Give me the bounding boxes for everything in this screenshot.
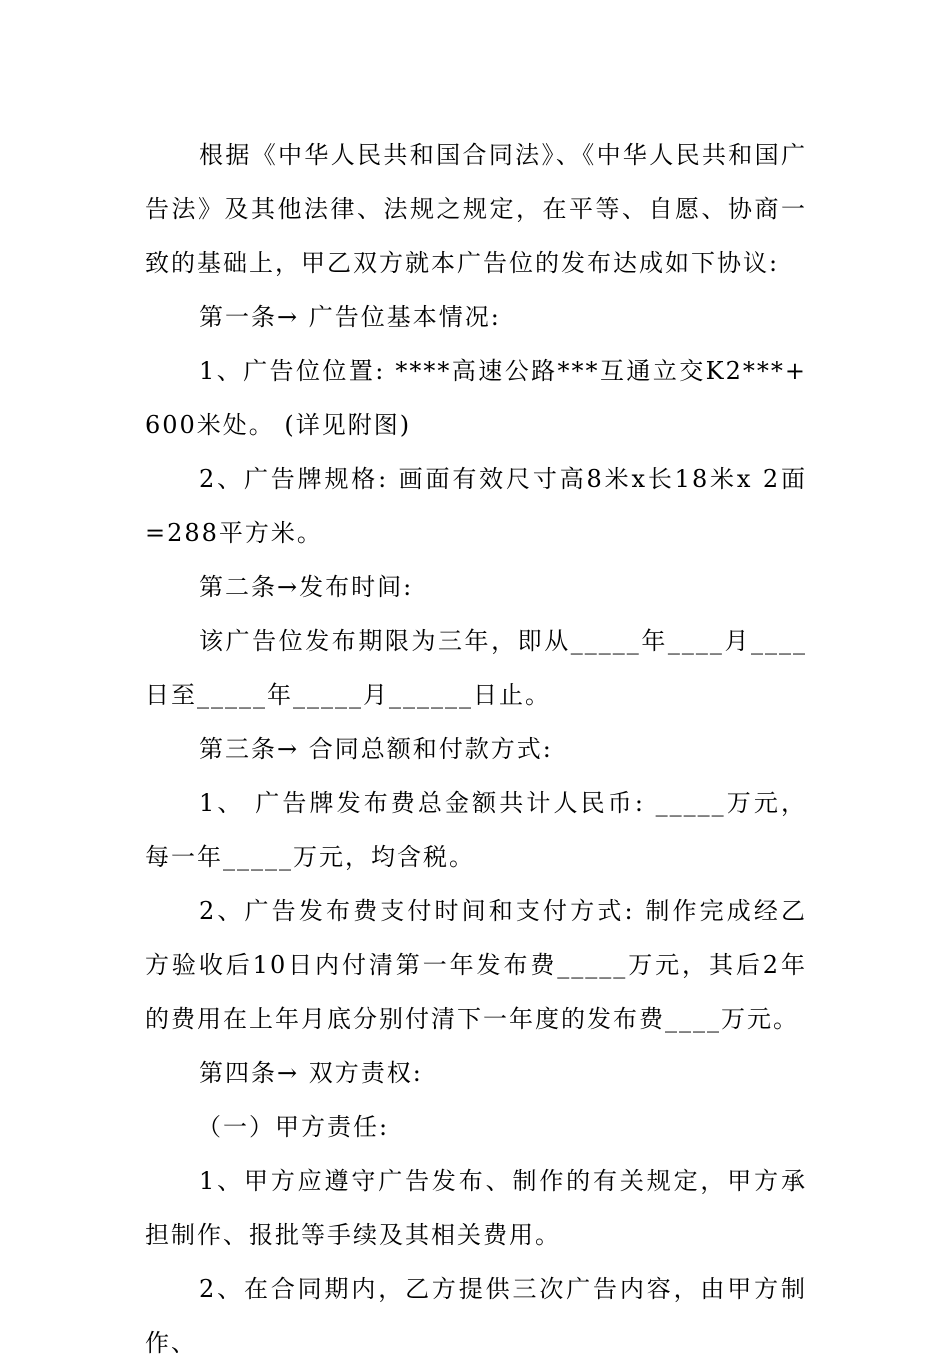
article-3-item-1: 1、 广告牌发布费总金额共计人民币: _____万元，每一年_____万元，均含税。 [145,789,807,871]
article-1-heading: 第一条→ 广告位基本情况: [199,303,501,331]
article-1-item-1: 1、广告位位置: ****高速公路***互通立交K2***+600米处。 (详见附图) [145,357,807,439]
article-2-heading: 第二条→发布时间: [199,573,414,601]
document-page [145,128,807,1370]
party-a-item-1: 1、甲方应遵守广告发布、制作的有关规定，甲方承担制作、报批等手续及其相关费用。 [145,1167,807,1249]
article-4-heading: 第四条→ 双方责权: [199,1059,423,1087]
party-a-item-2: 2、在合同期内，乙方提供三次广告内容，由甲方制作、 [145,1275,807,1357]
party-a-responsibility-heading: （一）甲方责任: [197,1113,390,1141]
preamble-paragraph: 根据《中华人民共和国合同法》、《中华人民共和国广告法》及其他法律、法规之规定，在平等、自愿、协商一致的基础上，甲乙双方就本广告位的发布达成如下协议: [145,141,807,277]
article-2-body: 该广告位发布期限为三年，即从_____年____月____日至_____年_____月______日止。 [145,627,807,709]
article-1-item-2: 2、广告牌规格: 画面有效尺寸高8米x长18米x 2面=288平方米。 [145,465,807,547]
article-3-heading: 第三条→ 合同总额和付款方式: [199,735,553,763]
article-3-item-2: 2、广告发布费支付时间和支付方式: 制作完成经乙方验收后10日内付清第一年发布费_____万元，其后2年的费用在上年月底分别付清下一年度的发布费____万元。 [145,897,807,1033]
